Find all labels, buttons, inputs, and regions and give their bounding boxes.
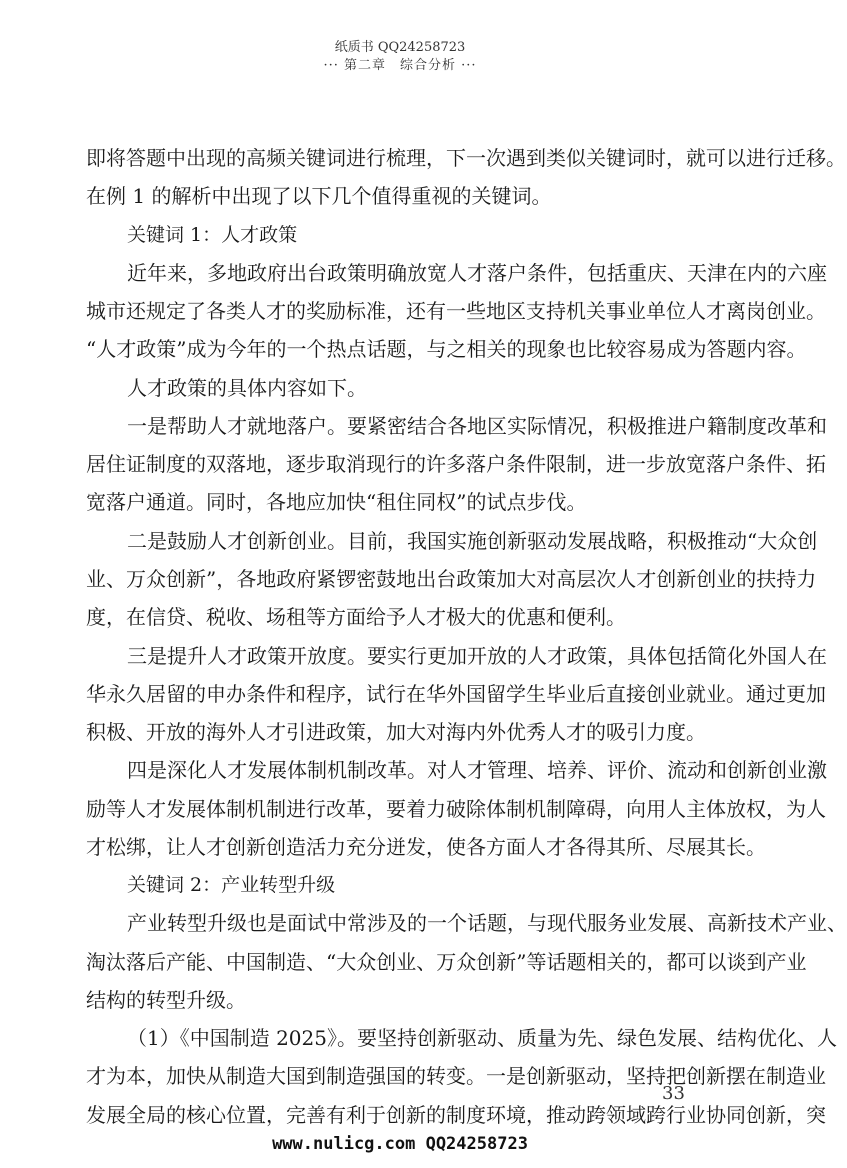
page-number: 33: [662, 1083, 685, 1104]
text-line: 城市还规定了各类人才的奖励标准，还有一些地区支持机关事业单位人才离岗创业。: [86, 299, 826, 323]
footer-watermark: www.nulicg.com QQ24258723: [272, 1134, 528, 1154]
text-line: 发展全局的核心位置，完善有利于创新的制度环境，推动跨领域跨行业协同创新，突: [86, 1103, 826, 1127]
text-line: 励等人才发展体制机制进行改革，要着力破除体制机制障碍，向用人主体放权，为人: [86, 797, 826, 821]
text-line: “人才政策”成为今年的一个热点话题，与之相关的现象也比较容易成为答题内容。: [86, 337, 807, 361]
text-line: 度，在信贷、税收、场租等方面给予人才极大的优惠和便利。: [86, 605, 626, 629]
text-line: 居住证制度的双落地，逐步取消现行的许多落户条件限制，进一步放宽落户条件、拓: [86, 452, 826, 476]
text-line: 才松绑，让人才创新创造活力充分迸发，使各方面人才各得其所、尽展其长。: [86, 835, 766, 859]
keyword-heading: 关键词 2：产业转型升级: [127, 874, 336, 896]
text-line: 业、万众创新”，各地政府紧锣密鼓地出台政策加大对高层次人才创新创业的扶持力: [86, 567, 817, 591]
text-line: 结构的转型升级。: [86, 988, 246, 1012]
header-chapter-title: ··· 第二章 综合分析 ···: [323, 58, 477, 73]
text-line: 才为本，加快从制造大国到制造强国的转变。一是创新驱动，坚持把创新摆在制造业: [86, 1064, 826, 1088]
text-line: 在例 1 的解析中出现了以下几个值得重视的关键词。: [86, 184, 552, 208]
text-line: 产业转型升级也是面试中常涉及的一个话题，与现代服务业发展、高新技术产业、: [127, 911, 847, 935]
text-line: 三是提升人才政策开放度。要实行更加开放的人才政策，具体包括简化外国人在: [127, 644, 827, 668]
text-line: 淘汰落后产能、中国制造、“大众创业、万众创新”等话题相关的，都可以谈到产业: [86, 950, 807, 974]
text-line: 人才政策的具体内容如下。: [127, 376, 367, 400]
text-line: 四是深化人才发展体制机制改革。对人才管理、培养、评价、流动和创新创业激: [127, 758, 827, 782]
text-line: 一是帮助人才就地落户。要紧密结合各地区实际情况，积极推进户籍制度改革和: [127, 414, 827, 438]
text-line: 近年来，多地政府出台政策明确放宽人才落户条件，包括重庆、天津在内的六座: [127, 261, 827, 285]
text-line: 宽落户通道。同时，各地应加快“租住同权”的试点步伐。: [86, 490, 587, 514]
text-line: 即将答题中出现的高频关键词进行梳理，下一次遇到类似关键词时，就可以进行迁移。: [86, 146, 846, 170]
text-line: 华永久居留的申办条件和程序，试行在华外国留学生毕业后直接创业就业。通过更加: [86, 682, 826, 706]
header-book-title: 纸质书 QQ24258723: [334, 40, 466, 55]
keyword-heading: 关键词 1：人才政策: [127, 224, 298, 246]
text-line: 积极、开放的海外人才引进政策，加大对海内外优秀人才的吸引力度。: [86, 720, 706, 744]
text-line: 二是鼓励人才创新创业。目前，我国实施创新驱动发展战略，积极推动“大众创: [127, 529, 818, 553]
text-line: （1）《中国制造 2025》。要坚持创新驱动、质量为先、绿色发展、结构优化、人: [127, 1026, 837, 1050]
